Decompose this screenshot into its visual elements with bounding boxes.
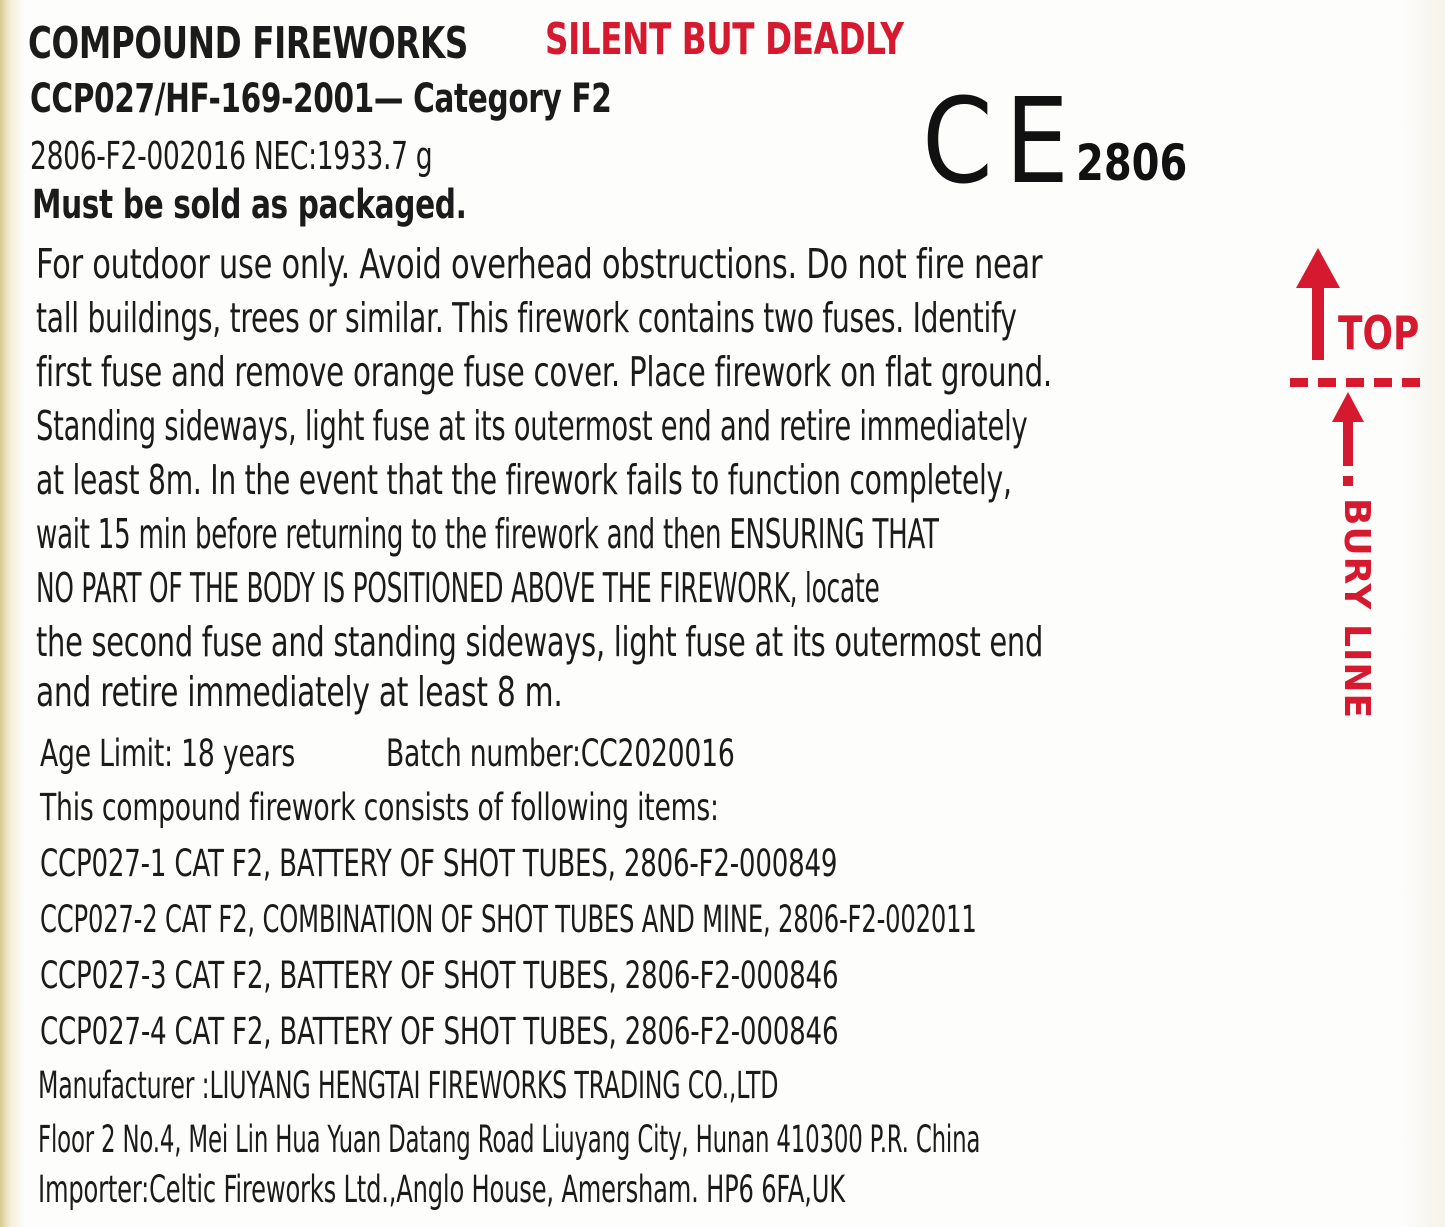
batch-number: Batch number:CC2020016	[386, 732, 735, 775]
instruction-line: tall buildings, trees or similar. This firework contains two fuses. Identify	[36, 294, 1017, 342]
manufacturer-address: Floor 2 No.4, Mei Lin Hua Yuan Datang Road Liuyang City, Hunan 410300 P.R. China	[38, 1118, 981, 1161]
top-label: TOP	[1338, 306, 1420, 360]
age-limit: Age Limit: 18 years	[40, 732, 296, 775]
bury-line-label: BURY LINE	[1336, 498, 1377, 720]
product-name: SILENT BUT DEADLY	[545, 14, 904, 65]
up-arrow-icon	[1332, 392, 1364, 492]
label-title: COMPOUND FIREWORKS	[28, 18, 468, 69]
content-item: CCP027-1 CAT F2, BATTERY OF SHOT TUBES, 2806-F2-000849	[40, 842, 838, 885]
ce-number: 2806	[1076, 134, 1188, 192]
content-item: CCP027-2 CAT F2, COMBINATION OF SHOT TUBES AND MINE, 2806-F2-002011	[40, 898, 977, 941]
product-code: CCP027/HF-169-2001— Category F2	[30, 76, 612, 122]
instruction-line: and retire immediately at least 8 m.	[36, 668, 563, 716]
instruction-line: Standing sideways, light fuse at its outermost end and retire immediately	[36, 402, 1028, 450]
registration-line: 2806-F2-002016 NEC:1933.7 g	[30, 134, 433, 178]
sold-notice: Must be sold as packaged.	[32, 182, 467, 228]
instruction-line: the second fuse and standing sideways, light fuse at its outermost end	[36, 618, 1044, 666]
up-arrow-icon	[1296, 248, 1340, 360]
importer: Importer:Celtic Fireworks Ltd.,Anglo House, Amersham. HP6 6FA,UK	[38, 1168, 845, 1211]
manufacturer: Manufacturer :LIUYANG HENGTAI FIREWORKS TRADING CO.,LTD	[38, 1064, 779, 1107]
instruction-line: first fuse and remove orange fuse cover. Place firework on flat ground.	[36, 348, 1052, 396]
ce-mark: CE	[922, 72, 1082, 210]
contents-heading: This compound firework consists of following items:	[40, 786, 719, 829]
content-item: CCP027-4 CAT F2, BATTERY OF SHOT TUBES, 2806-F2-000846	[40, 1010, 839, 1053]
content-item: CCP027-3 CAT F2, BATTERY OF SHOT TUBES, 2806-F2-000846	[40, 954, 839, 997]
instruction-line: For outdoor use only. Avoid overhead obstructions. Do not fire near	[36, 240, 1043, 288]
instruction-line: NO PART OF THE BODY IS POSITIONED ABOVE THE FIREWORK, locate	[36, 564, 880, 612]
instruction-line: wait 15 min before returning to the firework and then ENSURING THAT	[36, 510, 939, 558]
instruction-line: at least 8m. In the event that the firework fails to function completely,	[36, 456, 1012, 504]
